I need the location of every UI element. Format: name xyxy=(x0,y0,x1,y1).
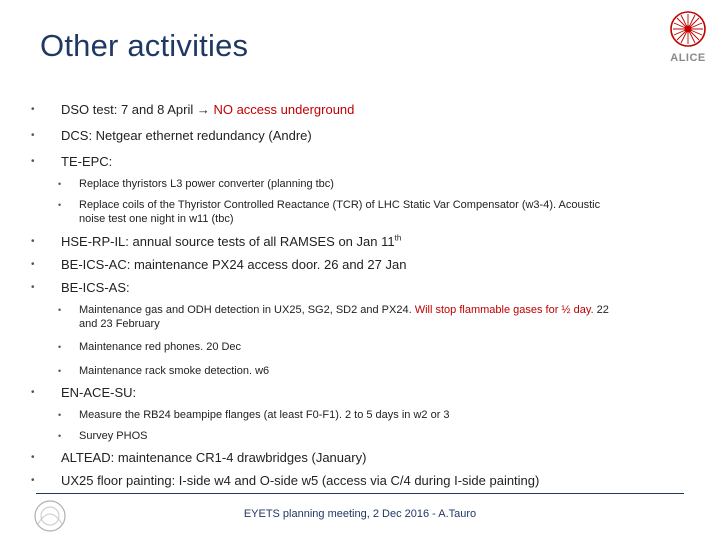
bullet-icon: • xyxy=(58,305,62,315)
list-item: • DSO test: 7 and 8 April → NO access underground xyxy=(31,102,355,117)
bullet-icon: • xyxy=(31,156,35,167)
list-item: • ALTEAD: maintenance CR1-4 drawbridges (January) xyxy=(31,450,367,465)
alice-logo xyxy=(664,8,712,70)
list-item: • UX25 floor painting: I-side w4 and O-side w5 (access via C/4 during I-side painting) xyxy=(31,473,540,488)
sub-list-item: • Maintenance rack smoke detection. w6 xyxy=(58,365,270,377)
footer-divider xyxy=(36,493,684,494)
bullet-icon: • xyxy=(31,452,35,463)
bullet-icon: • xyxy=(58,431,62,441)
footer-text: EYETS planning meeting, 2 Dec 2016 - A.Tauro xyxy=(243,508,477,520)
slide-title: Other activities xyxy=(40,28,249,63)
list-item: • BE-ICS-AS: xyxy=(31,280,130,295)
list-item: • DCS: Netgear ethernet redundancy (Andre) xyxy=(31,128,312,143)
bullet-icon: • xyxy=(31,104,35,115)
list-item: • HSE-RP-IL: annual source tests of all RAMSES on Jan 11th xyxy=(31,233,402,249)
list-item: • BE-ICS-AC: maintenance PX24 access door. 26 and 27 Jan xyxy=(31,257,407,272)
bullet-icon: • xyxy=(31,475,35,486)
sub-list-item: • Survey PHOS xyxy=(58,430,148,442)
bullet-icon: • xyxy=(31,387,35,398)
bullet-icon: • xyxy=(58,179,62,189)
sub-list-item: • Replace thyristors L3 power converter (planning tbc) xyxy=(58,178,334,190)
sub-list-item: • Maintenance red phones. 20 Dec xyxy=(58,341,242,353)
bullet-icon: • xyxy=(31,282,35,293)
list-item: • EN-ACE-SU: xyxy=(31,385,137,400)
bullet-icon: • xyxy=(31,259,35,270)
sub-list-item: • Measure the RB24 beampipe flanges (at least F0-F1). 2 to 5 days in w2 or 3 xyxy=(58,409,450,421)
bullet-icon: • xyxy=(31,236,35,247)
alice-emblem-icon xyxy=(664,8,712,52)
sub-list-item: • Maintenance gas and ODH detection in UX25, SG2, SD2 and PX24. Will stop flammable gases for ½ day. 22 and 23 February xyxy=(58,304,609,330)
list-item: • TE-EPC: xyxy=(31,154,113,169)
alice-logo-text: ALICE xyxy=(670,52,706,64)
bullet-icon: • xyxy=(58,200,62,210)
bullet-icon: • xyxy=(58,366,62,376)
bullet-list xyxy=(28,101,696,490)
bullet-icon: • xyxy=(31,130,35,141)
bullet-icon: • xyxy=(58,410,62,420)
bullet-icon: • xyxy=(58,342,62,352)
sub-list-item: • Replace coils of the Thyristor Controlled Reactance (TCR) of LHC Static Var Compensator (w3-4). Acoustic noise test one night in w11 (tbc) xyxy=(58,199,601,225)
